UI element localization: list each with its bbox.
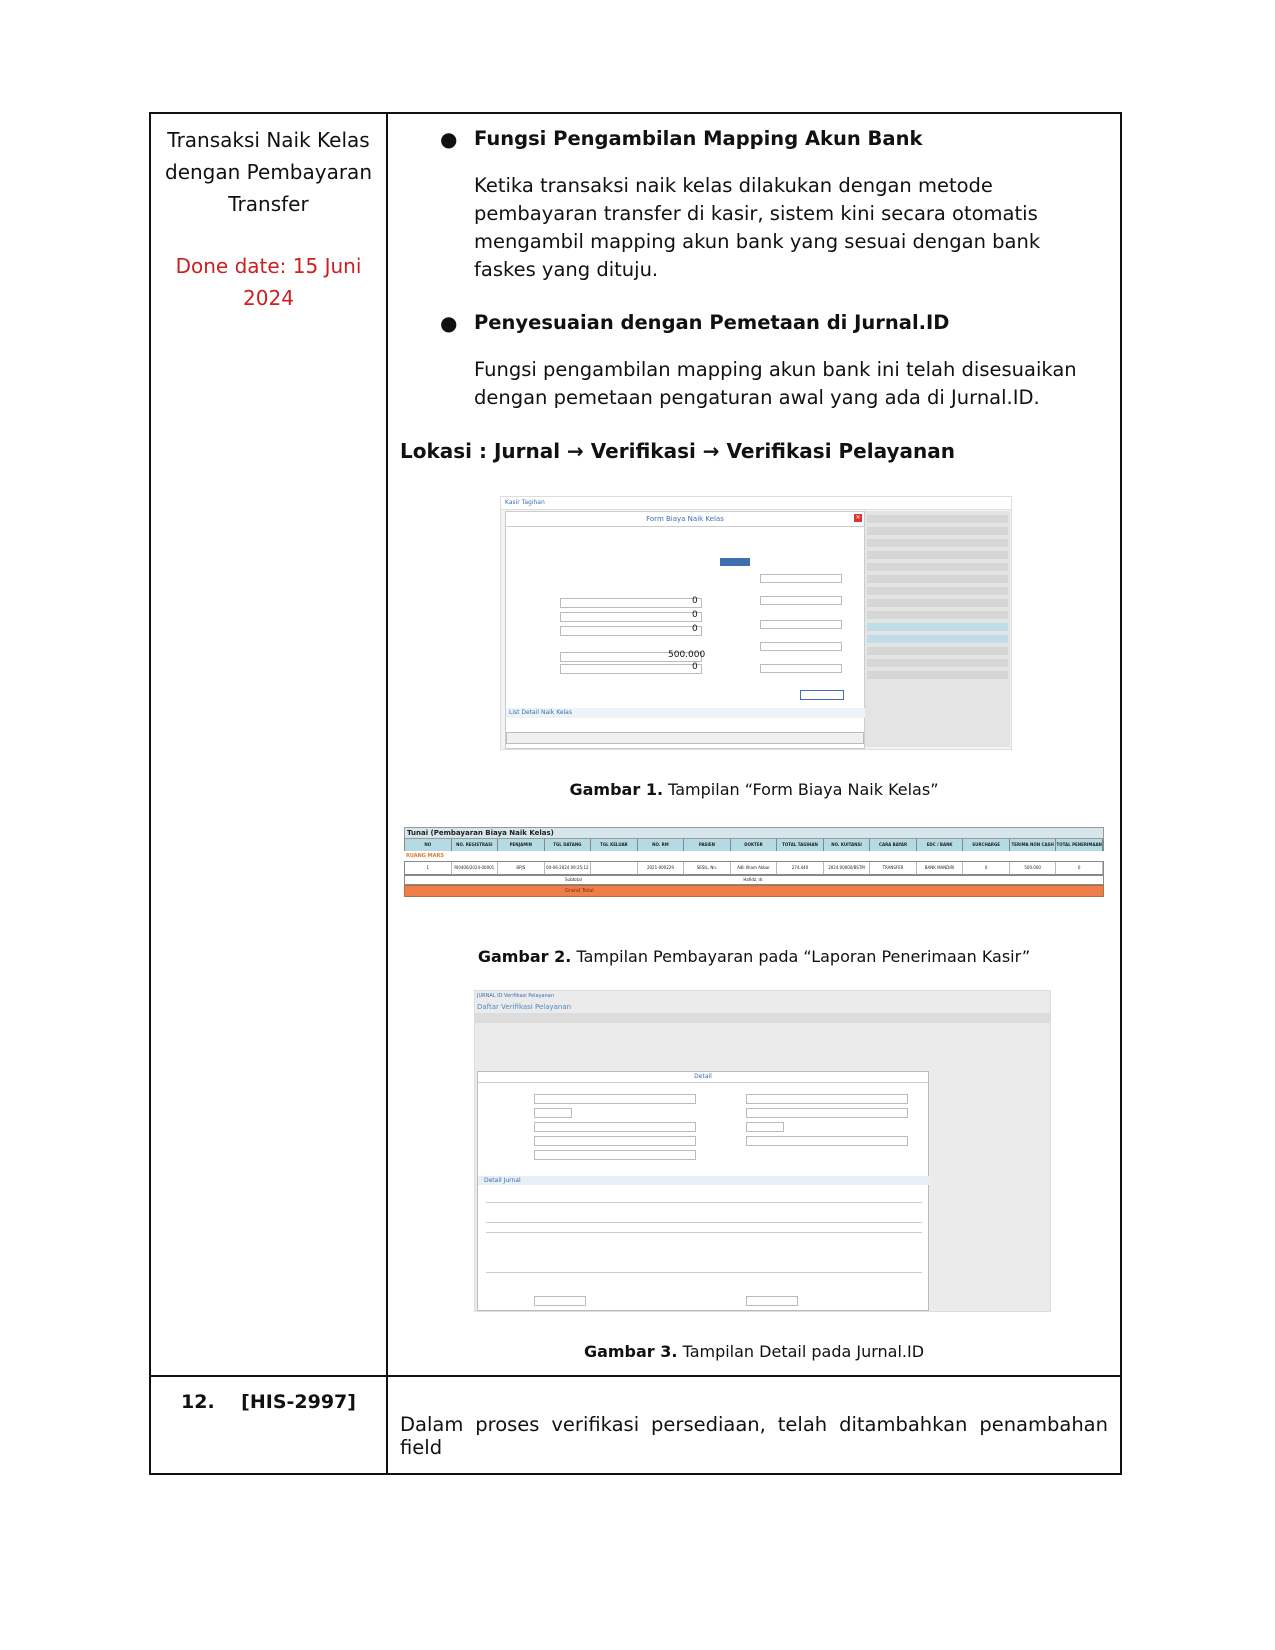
field-value: 0 — [692, 596, 698, 606]
field-box — [534, 1296, 586, 1306]
done-date: Done date: 15 Juni 2024 — [175, 254, 362, 310]
column-header: TGL DATANG — [545, 839, 592, 851]
column-header: CARA BAYAR — [870, 839, 917, 851]
column-header: PASIEN — [684, 839, 731, 851]
divider — [486, 1222, 922, 1223]
item-number-text: 12. [HIS-2997] — [181, 1391, 356, 1413]
table-cell: 0 — [1056, 862, 1103, 874]
field-box — [760, 642, 842, 651]
list-title: List Detail Naik Kelas — [506, 708, 865, 718]
column-header: PENJAMIN — [498, 839, 545, 851]
figure-label: Gambar 1. — [569, 780, 664, 799]
right-cell — [387, 113, 1121, 1376]
table-cell: 274.440 — [777, 862, 824, 874]
toolbar — [475, 1013, 1050, 1023]
column-header: NO. KUITANSI — [824, 839, 871, 851]
side-row — [867, 599, 1008, 607]
field-box — [760, 664, 842, 673]
column-header: NO. REGISTRASI — [452, 839, 499, 851]
figure-1-screenshot — [500, 496, 1012, 750]
field-box — [746, 1296, 798, 1306]
column-header: NO — [405, 839, 452, 851]
table-cell: SESIL, Nn. — [684, 862, 731, 874]
field-box — [534, 1122, 696, 1132]
side-row — [867, 671, 1008, 679]
description-text: Dalam proses verifikasi persediaan, telah ditambahkan penambahan field — [400, 1413, 1108, 1459]
bullet-item — [400, 308, 1108, 412]
side-row — [867, 659, 1008, 667]
page-title: Daftar Verifikasi Pelayanan — [477, 1003, 572, 1011]
form-title: Form Biaya Naik Kelas — [506, 512, 864, 527]
next-row-description — [387, 1376, 1121, 1474]
save-button — [800, 690, 844, 700]
side-row — [867, 635, 1008, 643]
report-title: Tunai (Pembayaran Biaya Naik Kelas) — [404, 827, 1104, 839]
side-row — [867, 587, 1008, 595]
column-header: TOTAL TAGIHAN — [777, 839, 824, 851]
field-box — [760, 620, 842, 629]
figure-caption — [400, 780, 1108, 799]
field-value: 0 — [692, 610, 698, 620]
column-header: NO. RM — [638, 839, 685, 851]
field-value: 0 — [692, 624, 698, 634]
figure-caption-text: Tampilan Detail pada Jurnal.ID — [682, 1342, 925, 1361]
form-panel — [505, 511, 865, 749]
divider — [486, 1202, 922, 1203]
bullet-body: Fungsi pengambilan mapping akun bank ini telah disesuaikan dengan pemetaan pengaturan awal yang ada di Jurnal.ID. — [474, 358, 1077, 409]
side-row — [867, 611, 1008, 619]
grand-total-row: Grand Total — [404, 885, 1104, 897]
table-cell: 2024.00000/BSTM — [824, 862, 871, 874]
report-header — [404, 839, 1104, 851]
document-table — [149, 112, 1122, 1475]
item-number — [150, 1376, 387, 1474]
figure-caption — [400, 947, 1108, 966]
table-cell: TRANSFER — [870, 862, 917, 874]
side-row — [867, 647, 1008, 655]
figure-3-screenshot — [474, 990, 1051, 1312]
side-row — [867, 575, 1008, 583]
field-box — [746, 1108, 908, 1118]
figure-label: Gambar 3. — [583, 1342, 678, 1361]
field-box — [746, 1122, 784, 1132]
bullet-item — [400, 124, 1108, 284]
field-box — [534, 1136, 696, 1146]
bullet-icon: ● — [440, 127, 458, 151]
tab-alat-bayar — [720, 558, 750, 566]
subtotal-row: Subtotal — [404, 875, 1104, 885]
group-label: RUANG MARS — [406, 853, 444, 859]
table-row — [150, 113, 1121, 1376]
table-cell — [591, 862, 638, 874]
side-row — [867, 515, 1008, 523]
table-cell: 2021-000229 — [638, 862, 685, 874]
close-icon: ✕ — [855, 514, 861, 521]
field-box — [534, 1150, 696, 1160]
field-value: 500.000 — [668, 650, 706, 660]
field-box — [560, 598, 702, 608]
breadcrumb: JURNAL ID Verifikasi Pelayanan — [477, 993, 555, 999]
figure-caption-text: Tampilan “Form Biaya Naik Kelas” — [668, 780, 939, 799]
field-box — [760, 596, 842, 605]
side-panel — [865, 511, 1010, 747]
figure-caption — [400, 1342, 1108, 1361]
table-cell: Adli Ilham Akbar Hafidz, dr. — [731, 862, 778, 874]
modal-title: Detail — [478, 1072, 928, 1083]
column-header: TOTAL PENERIMAAN — [1056, 839, 1103, 851]
bullet-heading: Penyesuaian dengan Pemetaan di Jurnal.ID — [474, 311, 950, 334]
side-row — [867, 527, 1008, 535]
left-cell — [150, 113, 387, 1376]
field-box — [746, 1136, 908, 1146]
detail-modal — [477, 1071, 929, 1311]
table-cell: 500.000 — [1010, 862, 1057, 874]
table-cell: 1 — [405, 862, 452, 874]
field-box — [560, 626, 702, 636]
side-row — [867, 563, 1008, 571]
column-header: TERIMA NON CASH — [1010, 839, 1057, 851]
feature-title: Transaksi Naik Kelas dengan Pembayaran Transfer — [165, 128, 372, 216]
side-row — [867, 551, 1008, 559]
field-box — [560, 664, 702, 674]
divider — [486, 1232, 922, 1233]
column-header: EDC / BANK — [917, 839, 964, 851]
table-cell: 0 — [963, 862, 1010, 874]
section-title: Detail Jurnal — [478, 1176, 932, 1185]
table-cell: RI0406/2024-00001 — [452, 862, 499, 874]
side-row — [867, 623, 1008, 631]
field-box — [534, 1108, 572, 1118]
field-box — [746, 1094, 908, 1104]
bullet-heading: Fungsi Pengambilan Mapping Akun Bank — [474, 127, 923, 150]
column-header: SURCHARGE — [963, 839, 1010, 851]
field-box — [534, 1094, 696, 1104]
column-header: TGL KELUAR — [591, 839, 638, 851]
figure-2-report-table — [404, 827, 1104, 905]
location-path: Lokasi : Jurnal → Verifikasi → Verifikasi Pelayanan — [400, 439, 955, 463]
table-row — [150, 1376, 1121, 1474]
table-cell: BPJS — [498, 862, 545, 874]
field-box — [560, 612, 702, 622]
side-row — [867, 539, 1008, 547]
field-box — [760, 574, 842, 583]
table-cell: 04-06-2024 09:25:12 — [545, 862, 592, 874]
table-cell: BANK MANDIRI — [917, 862, 964, 874]
field-value: 0 — [692, 662, 698, 672]
divider — [486, 1272, 922, 1273]
figure-label: Gambar 2. — [477, 947, 572, 966]
bullet-icon: ● — [440, 311, 458, 335]
breadcrumb: Kasir Tagihan — [501, 497, 1011, 510]
list-header — [506, 732, 864, 744]
column-header: DOKTER — [731, 839, 778, 851]
bullet-body: Ketika transaksi naik kelas dilakukan dengan metode pembayaran transfer di kasir, sistem kini secara otomatis mengambil mapping akun bank yang sesuai dengan bank faskes yang dituju. — [474, 174, 1041, 281]
figure-caption-text: Tampilan Pembayaran pada “Laporan Penerimaan Kasir” — [576, 947, 1031, 966]
